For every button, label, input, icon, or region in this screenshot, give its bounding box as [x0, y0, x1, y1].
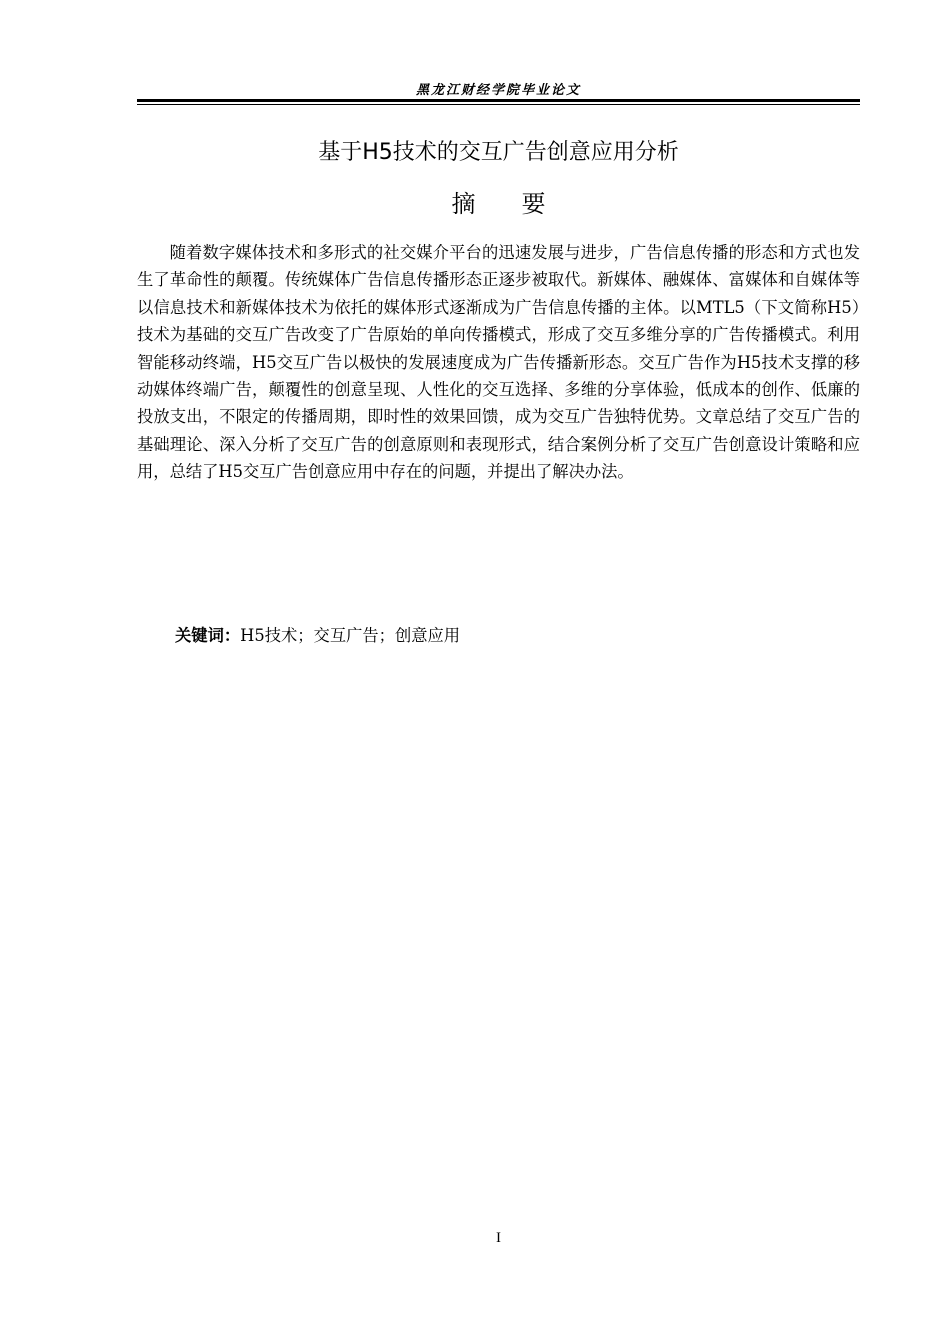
keywords-label: 关键词： [175, 626, 241, 645]
header-rule [137, 99, 860, 105]
abstract-heading-char-1: 摘 [451, 190, 476, 218]
abstract-heading-char-2: 要 [521, 190, 546, 218]
keywords-value: H5技术；交互广告；创意应用 [240, 626, 461, 645]
header-rule-thick [137, 99, 860, 102]
page-number: I [496, 1230, 501, 1246]
running-header: 黑龙江财经学院毕业论文 [415, 83, 581, 98]
thesis-title: 基于H5技术的交互广告创意应用分析 [318, 140, 679, 165]
header-rule-thin [137, 104, 860, 105]
abstract-heading [137, 187, 860, 221]
keywords-line [175, 622, 860, 649]
abstract-body: 随着数字媒体技术和多形式的社交媒介平台的迅速发展与进步，广告信息传播的形态和方式也发生了革命性的颠覆。传统媒体广告信息传播形态正逐步被取代。新媒体、融媒体、富媒体和自媒体等以信息技术和新媒体技术为依托的媒体形式逐渐成为广告信息传播的主体。以MTL5（下文简称H5）技术为基础的交互广告改变了广告原始的单向传播模式，形成了交互多维分享的广告传播模式。利用智能移动终端，H5交互广告以极快的发展速度成为广告传播新形态。交互广告作为H5技术支撑的移动媒体终端广告，颠覆性的创意呈现、人性化的交互选择、多维的分享体验，低成本的创作、低廉的投放支出，不限定的传播周期，即时性的效果回馈，成为交互广告独特优势。文章总结了交互广告的基础理论、深入分析了交互广告的创意原则和表现形式，结合案例分析了交互广告创意设计策略和应用，总结了H5交互广告创意应用中存在的问题，并提出了解决办法。 [137, 243, 860, 482]
